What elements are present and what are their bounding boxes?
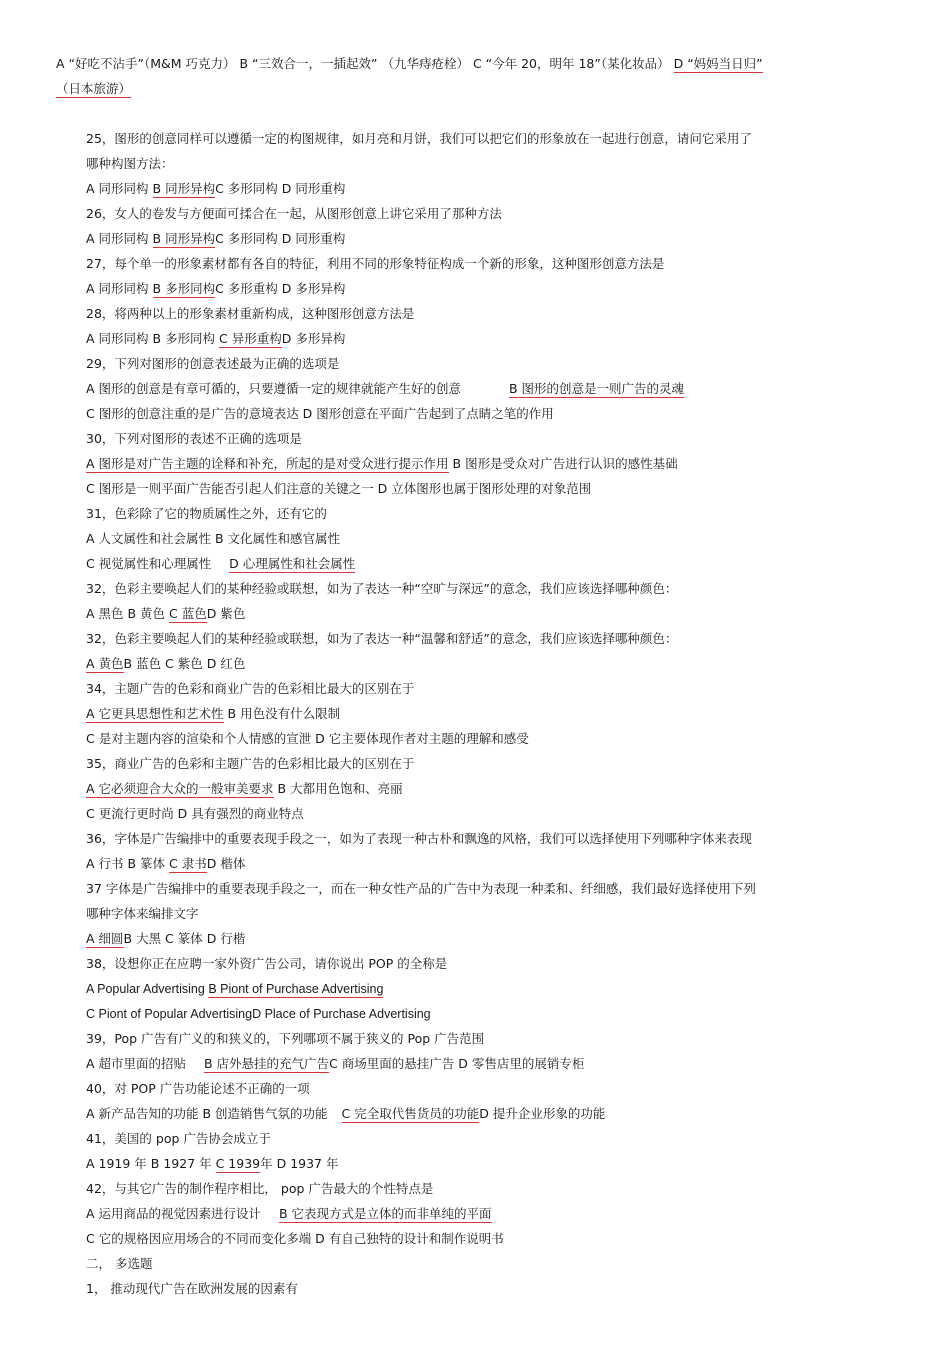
correct-answer: A 细圆 [86,931,124,946]
section-heading: 二， 多选题 [86,1256,153,1271]
correct-answer: C 异形重构 [219,331,282,346]
question-text: 25，图形的创意同样可以遵循一定的构图规律，如月亮和月饼，我们可以把它们的形象放在一起进行创意，请问它采用了 [86,131,752,146]
options-line: A 1919 年 B 1927 年 C 1939年 D 1937 年 [86,1156,339,1171]
options-line: C 图形的创意注重的是广告的意境表达 D 图形创意在平面广告起到了点睛之笔的作用 [86,406,554,421]
correct-answer: B 店外悬挂的充气广告 [204,1056,330,1071]
correct-answer: B 图形的创意是一则广告的灵魂 [509,381,685,396]
correct-answer: B 同形异构 [152,181,216,196]
question-text: 39，Pop 广告有广义的和狭义的，下列哪项不属于狭义的 Pop 广告范围 [86,1031,485,1046]
question-text: 32，色彩主要唤起人们的某种经验或联想，如为了表达一种“温馨和舒适”的意念，我们应该选择哪种颜色： [86,631,678,646]
question-text: 26，女人的卷发与方便面可揉合在一起，从图形创意上讲它采用了那种方法 [86,206,502,221]
options-line: A 图形是对广告主题的诠释和补充，所起的是对受众进行提示作用 B 图形是受众对广告进行认识的感性基础 [86,456,678,471]
question-text: 37 字体是广告编排中的重要表现手段之一，而在一种女性产品的广告中为表现一种柔和、纤细感，我们最好选择使用下列 [86,881,756,896]
options-line: A 超市里面的招贴 B 店外悬挂的充气广告C 商场里面的悬挂广告 D 零售店里的展销专柜 [86,1056,585,1071]
options-line: A 图形的创意是有章可循的，只要遵循一定的规律就能产生好的创意 B 图形的创意是一则广告的灵魂 [86,381,685,396]
options-line: A 行书 B 篆体 C 隶书D 楷体 [86,856,246,871]
question-text: 31，色彩除了它的物质属性之外，还有它的 [86,506,327,521]
question-text: 27，每个单一的形象素材都有各自的特征，利用不同的形象特征构成一个新的形象，这种图形创意方法是 [86,256,665,271]
correct-answer: C 完全取代售货员的功能 [341,1106,480,1121]
correct-answer: A 图形是对广告主题的诠释和补充，所起的是对受众进行提示作用 [86,456,449,471]
question-text: 29，下列对图形的创意表述最为正确的选项是 [86,356,340,371]
correct-answer: （日本旅游） [56,81,132,96]
question-text: 哪种构图方法： [86,156,174,171]
options-line: C 视觉属性和心理属性 D 心理属性和社会属性 [86,556,356,571]
question-text: 30，下列对图形的表述不正确的选项是 [86,431,302,446]
options-line: A 运用商品的视觉因素进行设计 B 它表现方式是立体的而非单纯的平面 [86,1206,492,1221]
options-line: C 是对主题内容的渲染和个人情感的宣泄 D 它主要体现作者对主题的理解和感受 [86,731,529,746]
correct-answer: B 同形异构 [152,231,216,246]
question-line [56,81,131,97]
options-line: C Piont of Popular AdvertisingD Place of Purchase Advertising [86,1007,431,1021]
question-text: 36，字体是广告编排中的重要表现手段之一，如为了表现一种古朴和飘逸的风格，我们可以选择使用下列哪种字体来表现 [86,831,752,846]
question-text: 哪种字体来编排文字 [86,906,199,921]
options-line: A 黄色B 蓝色 C 紫色 D 红色 [86,656,246,671]
question-text: 41，美国的 pop 广告协会成立于 [86,1131,271,1146]
question-text: 32，色彩主要唤起人们的某种经验或联想，如为了表达一种“空旷与深远”的意念，我们应该选择哪种颜色： [86,581,678,596]
options-line: A 同形同构 B 多形同构 C 异形重构D 多形异构 [86,331,346,346]
options-line: A 同形同构 B 同形异构C 多形同构 D 同形重构 [86,181,346,196]
options-line: A 细圆B 大黑 C 篆体 D 行楷 [86,931,246,946]
correct-answer: C 蓝色 [169,606,207,621]
correct-answer: D “妈妈当日归” [673,56,763,71]
correct-answer: B 多形同构 [152,281,216,296]
options-line: C 更流行更时尚 D 具有强烈的商业特点 [86,806,304,821]
correct-answer: C 隶书 [169,856,207,871]
question-text: 34，主题广告的色彩和商业广告的色彩相比最大的区别在于 [86,681,415,696]
options-line: C 图形是一则平面广告能否引起人们注意的关键之一 D 立体图形也属于图形处理的对象范围 [86,481,592,496]
correct-answer: B Piont of Purchase Advertising [208,982,384,996]
question-text: 1， 推动现代广告在欧洲发展的因素有 [86,1281,298,1296]
options-line: A 新产品告知的功能 B 创造销售气氛的功能 C 完全取代售货员的功能D 提升企业形象的功能 [86,1106,606,1121]
question-line: A “好吃不沾手”（M&M 巧克力） B “三效合一，一插起效” （九华痔疮栓） C “今年 20，明年 18”（某化妆品） D “妈妈当日归” [56,56,763,71]
question-text: 28，将两种以上的形象素材重新构成，这种图形创意方法是 [86,306,415,321]
options-line: A 黑色 B 黄色 C 蓝色D 紫色 [86,606,246,621]
correct-answer: A 黄色 [86,656,124,671]
correct-answer: B 它表现方式是立体的而非单纯的平面 [279,1206,492,1221]
options-line: A Popular Advertising B Piont of Purchase Advertising [86,982,384,996]
correct-answer: A 它更具思想性和艺术性 [86,706,224,721]
correct-answer: C 1939 [215,1156,261,1171]
question-text: 42，与其它广告的制作程序相比， pop 广告最大的个性特点是 [86,1181,434,1196]
question-text: 38，设想你正在应聘一家外资广告公司，请你说出 POP 的全称是 [86,956,448,971]
options-line: A 同形同构 B 同形异构C 多形同构 D 同形重构 [86,231,346,246]
options-line: A 它更具思想性和艺术性 B 用色没有什么限制 [86,706,341,721]
options-line: A 同形同构 B 多形同构C 多形重构 D 多形异构 [86,281,346,296]
question-text: 35，商业广告的色彩和主题广告的色彩相比最大的区别在于 [86,756,415,771]
question-text: 40，对 POP 广告功能论述不正确的一项 [86,1081,310,1096]
correct-answer: A 它必须迎合大众的一般审美要求 [86,781,274,796]
options-line: A 人文属性和社会属性 B 文化属性和感官属性 [86,531,341,546]
options-line: C 它的规格因应用场合的不同而变化多端 D 有自己独特的设计和制作说明书 [86,1231,504,1246]
correct-answer: D 心理属性和社会属性 [229,556,356,571]
options-line: A 它必须迎合大众的一般审美要求 B 大都用色饱和、亮丽 [86,781,403,796]
